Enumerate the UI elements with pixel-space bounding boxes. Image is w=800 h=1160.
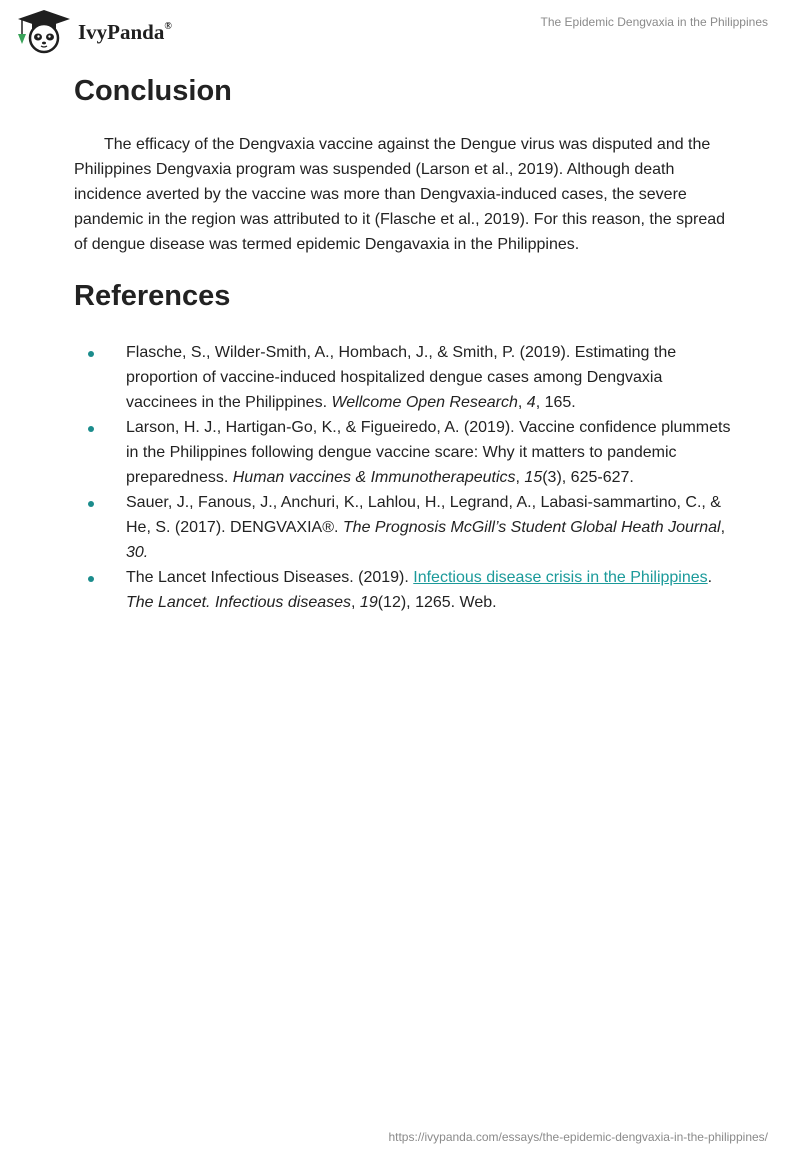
reference-item: Sauer, J., Fanous, J., Anchuri, K., Lahlou, H., Legrand, A., Labasi-sammartino, C., & He, S. (2017). DENGVAXIA®. The Prognosis McGill’s Student Global Heath Journal, 30. xyxy=(74,490,734,565)
reference-link[interactable]: Infectious disease crisis in the Philippines xyxy=(413,569,708,586)
references-list xyxy=(74,340,734,615)
reference-item: The Lancet Infectious Diseases. (2019). Infectious disease crisis in the Philippines. The Lancet. Infectious diseases, 19(12), 1265. Web. xyxy=(74,565,734,615)
brand-name: IvyPanda® xyxy=(78,19,172,44)
footer-url[interactable]: https://ivypanda.com/essays/the-epidemic-dengvaxia-in-the-philippines/ xyxy=(388,1130,768,1144)
running-title: The Epidemic Dengvaxia in the Philippines xyxy=(540,15,768,29)
bullet-icon xyxy=(88,501,94,507)
essay-content xyxy=(74,72,734,615)
reference-item: Flasche, S., Wilder-Smith, A., Hombach, J., & Smith, P. (2019). Estimating the proportion of vaccine-induced hospitalized dengue cases among Dengvaxia vaccinees in the Philippines. Wellcome Open Research, 4, 165. xyxy=(74,340,734,415)
ivypanda-logo[interactable] xyxy=(14,8,172,54)
panda-graduate-icon xyxy=(14,8,74,54)
bullet-icon xyxy=(88,351,94,357)
conclusion-paragraph: The efficacy of the Dengvaxia vaccine against the Dengue virus was disputed and the Philippines Dengvaxia program was suspended (Larson et al., 2019). Although death incidence averted by the vaccine was more than Dengvaxia-induced cases, the severe pandemic in the region was attributed to it (Flasche et al., 2019). For this reason, the spread of dengue disease was termed epidemic Dengavaxia in the Philippines. xyxy=(74,136,726,253)
conclusion-heading: Conclusion xyxy=(74,75,232,107)
bullet-icon xyxy=(88,426,94,432)
bullet-icon xyxy=(88,576,94,582)
page-header xyxy=(0,0,800,60)
reference-item: Larson, H. J., Hartigan-Go, K., & Figueiredo, A. (2019). Vaccine confidence plummets in the Philippines following dengue vaccine scare: Why it matters to pandemic preparedness. Human vaccines & Immunotherapeutics, 15(3), 625-627. xyxy=(74,415,734,490)
references-heading: References xyxy=(74,280,231,312)
